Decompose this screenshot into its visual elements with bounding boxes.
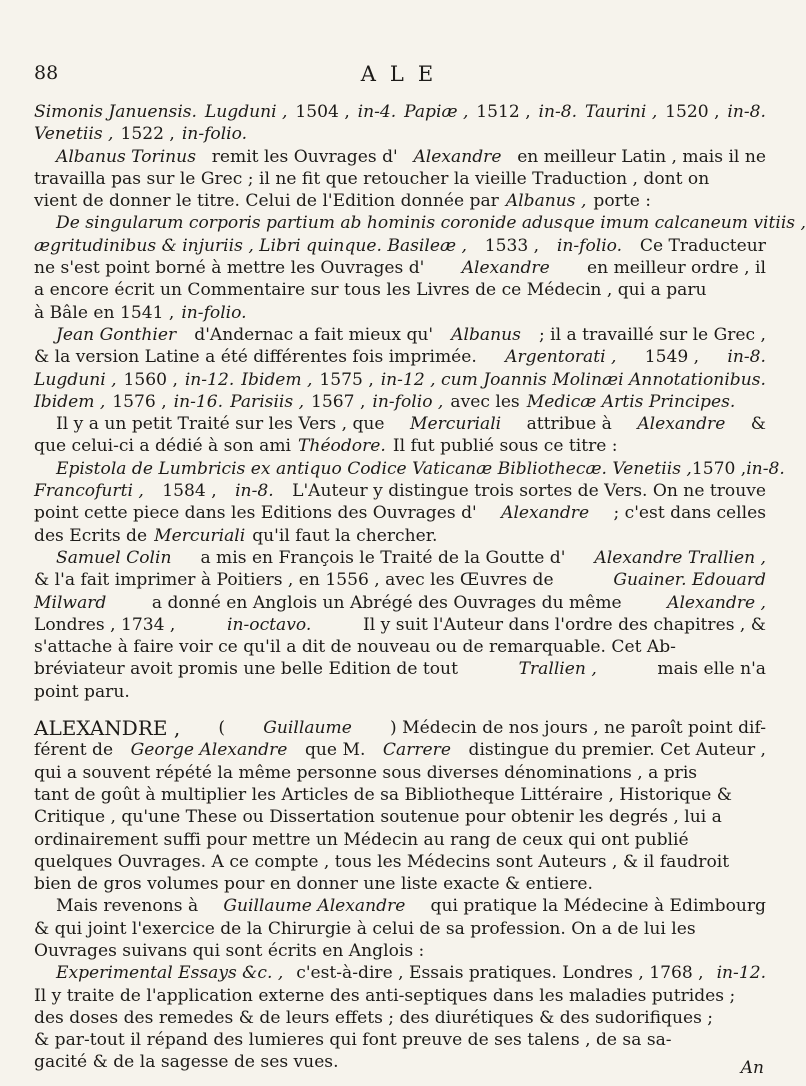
text-line: [34, 212, 806, 234]
text-segment: Venetiis ,: [34, 124, 114, 145]
text-line: [34, 851, 766, 873]
text-segment: Jean Gonthier: [56, 324, 177, 345]
text-line: [34, 190, 766, 212]
text-line: [34, 502, 766, 524]
text-segment: in-8.: [746, 458, 785, 479]
text-line: [34, 658, 766, 680]
text-line: [34, 895, 766, 917]
text-segment: qui pratique la Médecine à Edimbourg: [430, 896, 766, 917]
text-segment: quelques Ouvrages. A ce compte , tous les Médecins sont Auteurs , & il faudroit: [34, 851, 730, 872]
text-line: [34, 235, 766, 257]
text-segment: Alexandre: [637, 414, 726, 435]
text-segment: 1567 ,: [311, 391, 366, 412]
text-segment: Francofurti ,: [34, 481, 144, 502]
text-segment: ordinairement suffi pour mettre un Médecin au rang de ceux qui ont publié: [34, 829, 689, 850]
text-segment: Théodore.: [298, 436, 386, 457]
text-segment: in-12.: [716, 963, 766, 984]
text-segment: in-8.: [727, 102, 766, 122]
text-segment: Alexandre Trallien ,: [594, 547, 766, 568]
text-segment: des doses des remedes & de leurs effets ; des diurétiques & des sudorifiques ;: [34, 1007, 714, 1028]
text-segment: 1584 ,: [162, 481, 217, 502]
text-line: [34, 168, 766, 190]
page-header: [34, 62, 774, 96]
text-line: [34, 257, 766, 279]
text-segment: qu'il faut la chercher.: [252, 525, 438, 546]
text-segment: Mercuriali: [410, 414, 502, 435]
text-segment: in-12.: [184, 369, 235, 390]
text-line: [34, 391, 766, 413]
text-segment: 1549 ,: [644, 347, 700, 368]
text-line: [34, 636, 766, 658]
paragraph-p6: [34, 458, 785, 547]
text-segment: que M.: [304, 740, 366, 761]
text-line: [34, 435, 766, 457]
text-segment: vient de donner le titre. Celui de l'Edition donnée par: [34, 191, 499, 212]
text-line: [34, 525, 766, 547]
text-segment: George Alexandre: [130, 740, 288, 761]
text-segment: Simonis Januensis.: [34, 102, 197, 122]
text-segment: 1504 ,: [295, 102, 350, 122]
page-number: 88: [34, 62, 59, 84]
text-line: [34, 1051, 766, 1073]
text-segment: des Ecrits de: [34, 525, 148, 546]
text-segment: bien de gros volumes pour en donner une liste exacte & entiere.: [34, 874, 593, 895]
text-segment: Ibidem ,: [241, 369, 313, 390]
text-segment: Ce Traducteur: [639, 235, 766, 256]
text-segment: in-octavo.: [227, 614, 312, 635]
text-segment: distingue du premier. Cet Auteur ,: [468, 740, 766, 761]
text-line: [34, 681, 766, 703]
text-line: [34, 739, 766, 761]
text-segment: Lugduni ,: [34, 369, 117, 390]
text-segment: & la version Latine a été différentes fois imprimée.: [34, 347, 477, 368]
text-segment: in-8.: [538, 102, 578, 122]
text-segment: Trallien ,: [518, 659, 597, 680]
text-segment: gacité & de la sagesse de ses vues.: [34, 1052, 339, 1073]
text-line: [34, 918, 766, 940]
text-segment: in-folio ,: [372, 391, 444, 412]
text-segment: in-12 , cum Joannis Molinæi Annotationibus.: [380, 369, 766, 390]
text-segment: s'attache à faire voir ce qu'il a dit de nouveau ou de remarquable. Cet Ab-: [34, 637, 676, 658]
text-line: [34, 346, 766, 368]
text-line: [34, 1007, 766, 1029]
text-segment: Parisiis ,: [230, 391, 305, 412]
text-line: [34, 279, 766, 301]
text-line: [34, 592, 766, 614]
text-line: [34, 369, 766, 391]
text-segment: Albanus ,: [505, 191, 587, 212]
text-segment: Alexandre: [461, 258, 550, 279]
text-segment: qui a souvent répété la même personne sous diverses dénominations , a pris: [34, 762, 698, 783]
text-segment: 1575 ,: [319, 369, 374, 390]
paragraph-p7: [34, 547, 766, 703]
text-segment: remit les Ouvrages d': [211, 146, 398, 167]
text-segment: Alexandre: [413, 146, 502, 167]
text-segment: Taurini ,: [585, 102, 658, 122]
text-segment: Il y a un petit Traité sur les Vers , que: [56, 414, 385, 435]
text-line: [34, 873, 766, 895]
text-segment: d'Andernac a fait mieux qu': [194, 324, 434, 345]
text-segment: ALEXANDRE ,: [34, 716, 181, 741]
text-line: [34, 458, 785, 480]
text-segment: Lugduni ,: [204, 102, 288, 122]
text-segment: ) Médecin de nos jours , ne paroît point dif-: [390, 718, 766, 739]
text-segment: in-8.: [235, 481, 274, 502]
text-segment: Alexandre: [501, 503, 590, 524]
text-segment: ; il a travaillé sur le Grec ,: [538, 324, 766, 345]
text-segment: Ibidem ,: [34, 391, 106, 412]
text-segment: Medicæ Artis Principes.: [526, 391, 736, 412]
text-segment: 1560 ,: [123, 369, 178, 390]
text-segment: Londres , 1734 ,: [34, 614, 176, 635]
text-segment: De singularum corporis partium ab hominis coronide adusque imum calcaneum vitiis ,: [56, 213, 806, 234]
text-segment: Il y suit l'Auteur dans l'ordre des chapitres , &: [363, 614, 766, 635]
text-line: [34, 762, 766, 784]
text-line: [34, 829, 766, 851]
text-segment: Guillaume Alexandre: [223, 896, 406, 917]
text-segment: 1512 ,: [476, 102, 531, 122]
text-line: [34, 146, 766, 168]
text-segment: Mais revenons à: [56, 896, 199, 917]
text-segment: 1533 ,: [484, 235, 540, 256]
paragraph-p8: [34, 717, 766, 895]
text-segment: avec les: [450, 391, 520, 412]
text-segment: point paru.: [34, 681, 130, 702]
text-segment: Alexandre ,: [667, 592, 766, 613]
text-segment: in-8.: [727, 347, 766, 368]
paragraph-p5: [34, 413, 766, 458]
catchword: An: [740, 1058, 764, 1078]
body-text: [34, 101, 806, 1074]
text-segment: Samuel Colin: [56, 547, 172, 568]
text-segment: que celui-ci a dédié à son ami: [34, 436, 292, 457]
text-segment: 1576 ,: [112, 391, 167, 412]
text-segment: &: [750, 414, 766, 435]
text-segment: Critique , qu'une These ou Dissertation soutenue pour obtenir les degrés , lui a: [34, 807, 722, 828]
text-line: [34, 962, 766, 984]
text-line: [34, 985, 766, 1007]
paragraph-p3: [34, 212, 806, 323]
text-line: [34, 806, 766, 828]
text-line: [34, 1029, 766, 1051]
text-segment: porte :: [593, 191, 652, 212]
text-segment: Guillaume: [263, 718, 352, 739]
paragraph-gap: [34, 703, 766, 717]
text-line: [34, 547, 766, 569]
text-segment: in-folio.: [181, 302, 247, 323]
text-segment: & qui joint l'exercice de la Chirurgie à celui de sa profession. On a de lui les: [34, 918, 696, 939]
text-segment: & l'a fait imprimer à Poitiers , en 1556 , avec les Œuvres de: [34, 570, 554, 591]
text-line: [34, 717, 766, 739]
text-segment: mais elle n'a: [657, 659, 766, 680]
text-line: [34, 569, 766, 591]
text-line: [34, 940, 766, 962]
text-segment: in-folio.: [556, 235, 623, 256]
text-segment: ægritudinibus & injuriis , Libri quinque. Basileæ ,: [34, 235, 467, 256]
text-segment: Il fut publié sous ce titre :: [392, 436, 618, 457]
text-segment: bréviateur avoit promis une belle Edition de tout: [34, 659, 458, 680]
text-line: [34, 123, 766, 145]
text-segment: Carrere: [382, 740, 451, 761]
text-segment: ; c'est dans celles: [613, 503, 766, 524]
text-segment: Albanus Torinus: [56, 146, 196, 167]
text-segment: in-16.: [173, 391, 224, 412]
text-segment: à Bâle en 1541 ,: [34, 302, 175, 323]
paragraph-p9: [34, 895, 766, 962]
text-segment: Guainer. Edouard: [613, 570, 766, 591]
text-segment: & par-tout il répand des lumieres qui font preuve de ses talens , de sa sa-: [34, 1030, 672, 1051]
text-segment: Mercuriali: [154, 525, 246, 546]
text-segment: a donné en Anglois un Abrégé des Ouvrages du même: [151, 592, 622, 613]
text-segment: en meilleur Latin , mais il ne: [517, 146, 766, 167]
paragraph-p1: [34, 101, 766, 146]
text-segment: férent de: [34, 740, 114, 761]
text-segment: in-folio.: [181, 124, 248, 145]
paragraph-p4: [34, 324, 766, 413]
text-segment: Il y traite de l'application externe des anti-septiques dans les maladies putrides ;: [34, 985, 736, 1006]
text-line: [34, 480, 766, 502]
text-segment: Ouvrages suivans qui sont écrits en Anglois :: [34, 940, 425, 961]
text-segment: Epistola de Lumbricis ex antiquo Codice Vaticanæ Bibliothecæ. Venetiis ,: [56, 458, 692, 479]
text-segment: ne s'est point borné à mettre les Ouvrages d': [34, 258, 425, 279]
text-line: [34, 784, 766, 806]
text-segment: Albanus: [451, 324, 521, 345]
text-segment: L'Auteur y distingue trois sortes de Vers. On ne trouve: [292, 481, 766, 502]
text-segment: tant de goût à multiplier les Articles de sa Bibliotheque Littéraire , Historique &: [34, 784, 732, 805]
running-head: ALE: [360, 62, 448, 86]
text-segment: Experimental Essays &c. ,: [56, 963, 284, 984]
text-segment: 1570 ,: [691, 458, 747, 479]
text-segment: 1522 ,: [120, 124, 175, 145]
text-segment: Papiæ ,: [404, 102, 469, 122]
paragraph-p10: [34, 962, 766, 1073]
text-segment: in-4.: [357, 102, 397, 122]
text-segment: c'est-à-dire , Essais pratiques. Londres , 1768 ,: [296, 963, 704, 984]
text-segment: a mis en François le Traité de la Goutte d': [200, 547, 566, 568]
text-line: [34, 101, 766, 123]
text-segment: Milward: [34, 592, 107, 613]
text-segment: (: [218, 718, 226, 739]
text-line: [34, 614, 766, 636]
text-line: [34, 302, 766, 324]
text-segment: en meilleur ordre , il: [587, 258, 766, 279]
text-segment: a encore écrit un Commentaire sur tous les Livres de ce Médecin , qui a paru: [34, 280, 707, 301]
text-segment: point cette piece dans les Editions des Ouvrages d': [34, 503, 477, 524]
text-line: [34, 324, 766, 346]
text-segment: travailla pas sur le Grec ; il ne fit que retoucher la vieille Traduction , dont on: [34, 168, 710, 189]
text-segment: 1520 ,: [665, 102, 720, 122]
paragraph-p2: [34, 146, 766, 213]
text-line: [34, 413, 766, 435]
text-segment: attribue à: [526, 414, 612, 435]
text-segment: Argentorati ,: [505, 347, 617, 368]
